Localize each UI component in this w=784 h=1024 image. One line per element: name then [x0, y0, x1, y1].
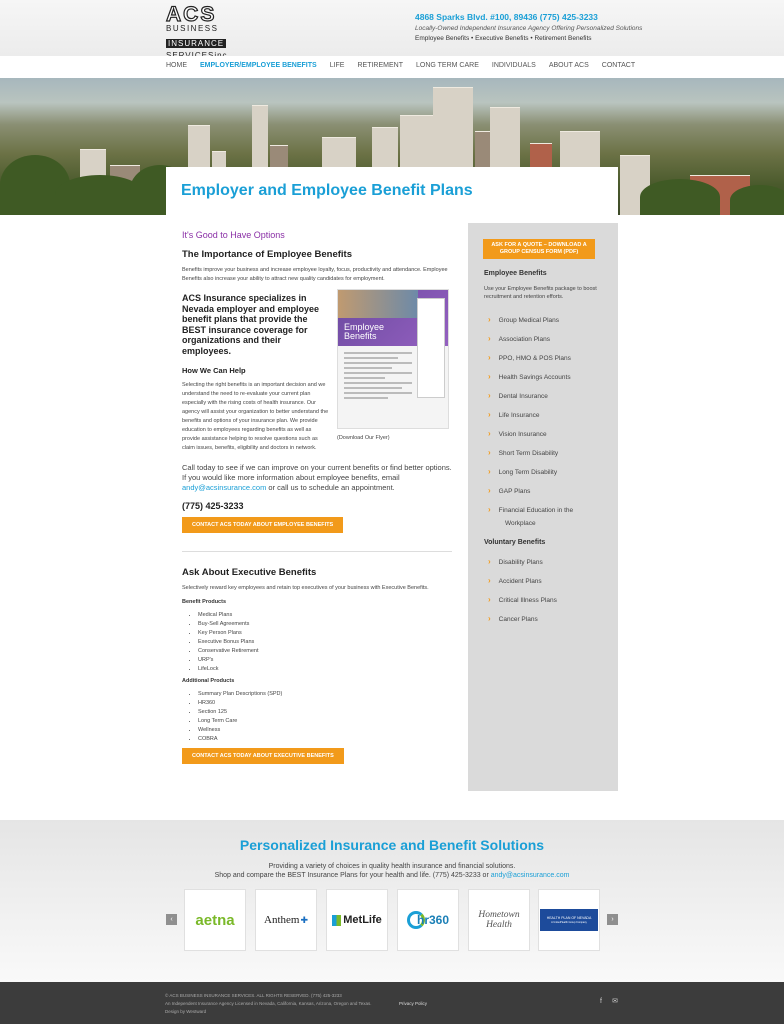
list-item: • Section 125	[198, 708, 454, 717]
chevron-right-icon: ›	[488, 486, 491, 495]
chevron-right-icon: ›	[488, 410, 491, 419]
list-item: • Buy-Sell Agreements	[198, 620, 454, 629]
importance-text: Benefits improve your business and increase employee loyalty, focus, productivity and attendance. Employee Benefits also increase your ability to attract new quality candidates for employment.	[182, 267, 448, 282]
contact-executive-benefits-button[interactable]: CONTACT ACS TODAY ABOUT EXECUTIVE BENEFITS	[182, 748, 344, 764]
flyer-title-1: Employee	[344, 322, 385, 332]
sidebar-item-financial-education-cont[interactable]: Workplace	[505, 520, 536, 527]
list-item: • Long Term Care	[198, 717, 454, 726]
sidebar-voluntary-heading: Voluntary Benefits	[484, 539, 546, 546]
logo-business: BUSINESS	[166, 24, 219, 33]
chevron-right-icon: ›	[488, 448, 491, 457]
additional-products-list	[198, 690, 454, 744]
exec-text: Selectively reward key employees and retain top executives of your business with Executive Benefits.	[182, 585, 429, 591]
how-heading: How We Can Help	[182, 366, 246, 375]
sidebar-item-vision[interactable]: › Vision Insurance	[488, 429, 547, 438]
footer-license: An Independent Insurance Agency Licensed in Nevada, California, Kansas, Arizona, Oregon and Texas.	[165, 1001, 372, 1006]
footer-privacy-link[interactable]: Privacy Policy	[399, 1001, 428, 1006]
sidebar	[468, 223, 618, 791]
sidebar-item-disability-plans[interactable]: › Disability Plans	[488, 557, 543, 566]
sidebar-item-gap[interactable]: › GAP Plans	[488, 486, 531, 495]
quote-download-button[interactable]: ASK FOR A QUOTE – DOWNLOAD A GROUP CENSUS FORM (PDF)	[483, 239, 595, 259]
sidebar-item-cancer-plans[interactable]: › Cancer Plans	[488, 614, 538, 623]
anthem-cross-icon: ✚	[300, 914, 308, 925]
flyer-text-lines	[344, 352, 412, 402]
call-text-b: or call us to schedule an appointment.	[266, 483, 395, 492]
list-item: • Medical Plans	[198, 611, 454, 620]
logo-hometown-health[interactable]: Hometown Health	[468, 889, 530, 951]
chevron-right-icon: ›	[488, 505, 491, 514]
main-nav	[0, 56, 784, 78]
chevron-right-icon: ›	[488, 429, 491, 438]
contact-employee-benefits-button[interactable]: CONTACT ACS TODAY ABOUT EMPLOYEE BENEFITS	[182, 517, 343, 533]
sidebar-item-association[interactable]: › Association Plans	[488, 334, 550, 343]
section-divider	[182, 551, 452, 552]
flyer-card	[417, 298, 445, 398]
solutions-heading: Personalized Insurance and Benefit Solutions	[239, 837, 545, 853]
logo-acs: ACS	[166, 3, 217, 26]
importance-heading: The Importance of Employee Benefits	[182, 249, 352, 260]
sidebar-item-long-term-disability[interactable]: › Long Term Disability	[488, 467, 558, 476]
phone-number[interactable]: (775) 425-3233	[182, 501, 244, 511]
benefit-products-list	[198, 611, 454, 674]
sidebar-item-group-medical[interactable]: › Group Medical Plans	[488, 315, 560, 324]
nav-home[interactable]: HOME	[166, 62, 187, 69]
call-text-a: Call today to see if we can improve on your current benefits or find better options. If you would like more information about employee benefits, email	[182, 463, 452, 482]
carousel-next-button[interactable]: ›	[607, 914, 618, 925]
sidebar-item-life[interactable]: › Life Insurance	[488, 410, 540, 419]
list-item: • HR360	[198, 699, 454, 708]
solutions-line2-text: Shop and compare the BEST Insurance Plans for your health and life. (775) 425-3233 or	[214, 872, 491, 879]
header-contact	[415, 12, 655, 42]
sidebar-employee-text: Use your Employee Benefits package to boost recruitment and retention efforts.	[484, 286, 597, 300]
intro-heading: It's Good to Have Options	[182, 230, 285, 240]
chevron-right-icon: ›	[488, 315, 491, 324]
logo-anthem[interactable]: Anthem ✚	[255, 889, 317, 951]
solutions-line2	[0, 872, 784, 879]
footer-copyright: © ACS BUSINESS INSURANCE SERVICES. ALL RIGHTS RESERVED. (775) 425-3233	[165, 993, 342, 998]
sidebar-employee-heading: Employee Benefits	[484, 270, 547, 277]
logo-metlife[interactable]: MetLife	[326, 889, 388, 951]
logo-health-plan-of-nevada[interactable]: HEALTH PLAN OF NEVADA A UnitedHealth Group Company	[538, 889, 600, 951]
benefit-products-label: Benefit Products	[182, 599, 227, 605]
list-item: • Key Person Plans	[198, 629, 454, 638]
chevron-right-icon: ›	[488, 467, 491, 476]
list-item: • Conservative Retirement	[198, 647, 454, 656]
list-item: • LifeLock	[198, 665, 454, 674]
chevron-right-icon: ›	[488, 576, 491, 585]
solutions-line1: Providing a variety of choices in quality health insurance and financial solutions.	[268, 863, 516, 870]
logo-insurance: INSURANCE	[168, 39, 225, 48]
footer-design-credit[interactable]: Design by Westward	[165, 1009, 207, 1014]
specializes-text: ACS Insurance specializes in Nevada employer and employee benefit plans that provide the BEST insurance coverage for organizations and their employees.	[182, 293, 320, 356]
list-item: • Wellness	[198, 726, 454, 735]
site-footer	[0, 982, 784, 1024]
carousel-prev-button[interactable]: ‹	[166, 914, 177, 925]
flyer-thumbnail[interactable]	[337, 289, 449, 429]
site-header	[0, 0, 784, 56]
how-text: Selecting the right benefits is an important decision and we understand the need to re-evaluate your current plan especially with the rising costs of health insurance. Our agency will assist your organization to better understand the benefits and options of your insurance plan. We provide education to employees regarding benefits as well as provide assistance helping to resolve questions such as claim issues, benefits, eligibility and doctors in network.	[182, 382, 329, 451]
sidebar-item-ppo-hmo-pos[interactable]: › PPO, HMO & POS Plans	[488, 353, 571, 362]
exec-heading: Ask About Executive Benefits	[182, 567, 317, 578]
call-email-link[interactable]: andy@acsinsurance.com	[182, 483, 267, 492]
logo-hr360[interactable]: hr360	[397, 889, 459, 951]
logo-aetna[interactable]: aetna	[184, 889, 246, 951]
chevron-right-icon: ›	[488, 353, 491, 362]
additional-products-label: Additional Products	[182, 678, 235, 684]
nav-retirement[interactable]: RETIREMENT	[357, 62, 403, 69]
flyer-photo	[338, 290, 418, 318]
site-logo[interactable]	[166, 3, 240, 50]
flyer-caption[interactable]: (Download Our Flyer)	[337, 435, 390, 441]
page-title: Employer and Employee Benefit Plans	[181, 182, 473, 199]
chevron-right-icon: ›	[488, 557, 491, 566]
nav-individuals[interactable]: INDIVIDUALS	[491, 62, 536, 69]
sidebar-item-financial-education[interactable]: › Financial Education in the	[488, 505, 574, 514]
page-title-box	[166, 167, 618, 215]
facebook-icon[interactable]: f	[600, 998, 602, 1005]
nav-life[interactable]: LIFE	[329, 62, 345, 69]
header-benefit-links[interactable]: Employee Benefits • Executive Benefits • Retirement Benefits	[415, 35, 592, 42]
call-text	[182, 463, 454, 493]
header-tagline: Locally-Owned Independent Insurance Agency Offering Personalized Solutions	[415, 25, 643, 32]
email-icon[interactable]: ✉	[612, 998, 618, 1005]
list-item: • Executive Bonus Plans	[198, 638, 454, 647]
chevron-right-icon: ›	[488, 334, 491, 343]
chevron-right-icon: ›	[488, 391, 491, 400]
header-address[interactable]: 4868 Sparks Blvd. #100, 89436 (775) 425-3233	[415, 12, 598, 22]
chevron-right-icon: ›	[488, 614, 491, 623]
nav-about[interactable]: ABOUT ACS	[548, 62, 589, 69]
nav-contact[interactable]: CONTACT	[601, 62, 636, 69]
chevron-right-icon: ›	[488, 595, 491, 604]
flyer-title-2: Benefits	[344, 331, 377, 341]
solutions-band	[0, 820, 784, 982]
chevron-right-icon: ›	[488, 372, 491, 381]
sidebar-item-hsa[interactable]: › Health Savings Accounts	[488, 372, 571, 381]
list-item: • Summary Plan Descriptions (SPD)	[198, 690, 454, 699]
list-item: • URP's	[198, 656, 454, 665]
solutions-email-link[interactable]: andy@acsinsurance.com	[490, 872, 570, 879]
nav-long-term-care[interactable]: LONG TERM CARE	[415, 62, 479, 69]
sidebar-item-accident-plans[interactable]: › Accident Plans	[488, 576, 542, 585]
sidebar-item-dental[interactable]: › Dental Insurance	[488, 391, 548, 400]
metlife-mark-icon	[332, 915, 341, 926]
sidebar-item-critical-illness[interactable]: › Critical Illness Plans	[488, 595, 557, 604]
list-item: • COBRA	[198, 735, 454, 744]
nav-employer-benefits[interactable]: EMPLOYER/EMPLOYEE BENEFITS	[200, 62, 317, 69]
main-content	[182, 230, 454, 764]
sidebar-item-short-term-disability[interactable]: › Short Term Disability	[488, 448, 559, 457]
